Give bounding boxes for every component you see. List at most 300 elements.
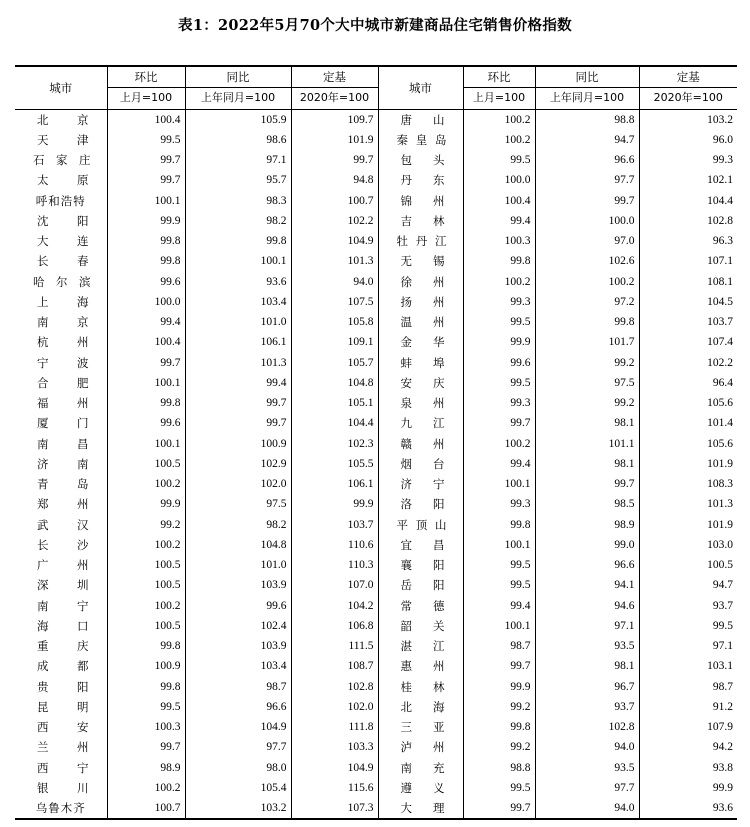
yoy-value-left: 97.1 [185, 150, 291, 170]
yoy-value-right: 98.1 [535, 656, 639, 676]
yoy-value-left: 99.7 [185, 393, 291, 413]
city-cell-right [378, 251, 463, 271]
mom-value-left: 99.8 [107, 677, 185, 697]
city-char: 平 [396, 517, 408, 532]
city-char: 唐 [400, 112, 412, 127]
city-char: 波 [77, 355, 89, 370]
yoy-value-left: 95.7 [185, 170, 291, 190]
base-value-right: 103.1 [639, 656, 737, 676]
yoy-value-left: 98.2 [185, 515, 291, 535]
city-char: 尔 [56, 274, 68, 289]
city-name [37, 515, 89, 535]
city-cell-right [378, 332, 463, 352]
city-char: 州 [77, 740, 89, 755]
city-char: 湛 [400, 639, 412, 654]
mom-value-right: 98.7 [463, 636, 535, 656]
yoy-value-left: 103.9 [185, 575, 291, 595]
base-value-right: 103.2 [639, 109, 737, 130]
city-cell-right [378, 434, 463, 454]
table-row [15, 616, 737, 636]
base-value-right: 105.6 [639, 393, 737, 413]
city-char: 大 [400, 801, 412, 816]
yoy-value-left: 105.4 [185, 778, 291, 798]
base-value-right: 107.4 [639, 332, 737, 352]
yoy-value-right: 97.7 [535, 170, 639, 190]
city-char: 州 [433, 396, 445, 411]
base-value-right: 93.6 [639, 798, 737, 819]
mom-value-right: 99.4 [463, 454, 535, 474]
city-cell-right [378, 130, 463, 150]
city-char: 惠 [400, 659, 412, 674]
city-cell-left [15, 393, 107, 413]
city-char: 南 [400, 760, 412, 775]
city-cell-right [378, 575, 463, 595]
yoy-value-left: 102.9 [185, 454, 291, 474]
yoy-value-right: 94.1 [535, 575, 639, 595]
city-cell-left [15, 535, 107, 555]
city-name: 乌鲁木齐 [35, 801, 86, 816]
city-name [401, 292, 445, 312]
city-char: 都 [77, 659, 89, 674]
city-name [401, 413, 445, 433]
mom-value-left: 100.4 [107, 109, 185, 130]
mom-value-left: 99.2 [107, 515, 185, 535]
city-name [397, 130, 447, 150]
city-char: 安 [400, 375, 412, 390]
table-row [15, 555, 737, 575]
city-cell-right [378, 231, 463, 251]
city-cell-left [15, 312, 107, 332]
base-value-left: 107.5 [291, 292, 378, 312]
mom-value-right: 99.5 [463, 575, 535, 595]
city-name [33, 272, 91, 292]
city-char: 充 [433, 760, 445, 775]
yoy-value-left: 101.0 [185, 312, 291, 332]
mom-value-left: 99.7 [107, 353, 185, 373]
yoy-value-right: 98.5 [535, 494, 639, 514]
mom-value-right: 99.9 [463, 677, 535, 697]
city-name [401, 272, 445, 292]
table-row [15, 109, 737, 130]
city-char: 海 [77, 294, 89, 309]
base-value-left: 110.3 [291, 555, 378, 575]
city-char: 扬 [400, 294, 412, 309]
city-cell-right [378, 150, 463, 170]
city-char: 沙 [77, 537, 89, 552]
mom-value-left: 100.0 [107, 292, 185, 312]
city-cell-left [15, 170, 107, 190]
city-char: 宜 [400, 537, 412, 552]
city-name [37, 353, 89, 373]
mom-value-left: 99.9 [107, 211, 185, 231]
yoy-value-right: 96.6 [535, 150, 639, 170]
mom-value-left: 100.2 [107, 474, 185, 494]
city-char: 州 [433, 436, 445, 451]
yoy-value-right: 98.1 [535, 454, 639, 474]
header-mom-left: 环比 [107, 66, 185, 88]
mom-value-right: 99.2 [463, 737, 535, 757]
yoy-value-right: 94.0 [535, 737, 639, 757]
city-name: 呼和浩特 [35, 193, 86, 208]
mom-value-right: 99.3 [463, 292, 535, 312]
base-value-left: 99.7 [291, 150, 378, 170]
city-name [401, 474, 445, 494]
base-value-left: 102.3 [291, 434, 378, 454]
mom-value-left: 99.8 [107, 393, 185, 413]
yoy-value-right: 99.2 [535, 353, 639, 373]
base-value-right: 101.9 [639, 454, 737, 474]
city-char: 成 [37, 659, 49, 674]
city-name [401, 616, 445, 636]
table-row [15, 535, 737, 555]
city-name [401, 778, 445, 798]
mom-value-left: 99.5 [107, 697, 185, 717]
yoy-value-right: 98.8 [535, 109, 639, 130]
city-char: 北 [400, 699, 412, 714]
city-cell-left [15, 292, 107, 312]
mom-value-right: 99.2 [463, 697, 535, 717]
city-char: 桂 [400, 679, 412, 694]
city-name [401, 535, 445, 555]
city-char: 埠 [433, 355, 445, 370]
city-cell-left [15, 150, 107, 170]
table-row [15, 332, 737, 352]
city-name [37, 494, 89, 514]
city-char: 州 [77, 335, 89, 350]
yoy-value-left: 102.0 [185, 474, 291, 494]
city-cell-left [15, 494, 107, 514]
city-name [401, 170, 445, 190]
city-cell-right [378, 515, 463, 535]
yoy-value-left: 103.4 [185, 656, 291, 676]
city-char: 东 [433, 173, 445, 188]
city-char: 秦 [396, 132, 408, 147]
city-char: 合 [37, 375, 49, 390]
city-cell-right [378, 413, 463, 433]
city-char: 岛 [435, 132, 447, 147]
yoy-value-right: 97.0 [535, 231, 639, 251]
base-value-left: 103.7 [291, 515, 378, 535]
mom-value-right: 99.8 [463, 251, 535, 271]
base-value-right: 96.0 [639, 130, 737, 150]
table-row [15, 778, 737, 798]
mom-value-left: 99.7 [107, 170, 185, 190]
mom-value-left: 99.8 [107, 251, 185, 271]
mom-value-right: 99.4 [463, 596, 535, 616]
city-name [37, 170, 89, 190]
mom-value-right: 99.7 [463, 798, 535, 819]
city-char: 顶 [415, 517, 428, 532]
city-cell-left [15, 130, 107, 150]
yoy-value-right: 101.1 [535, 434, 639, 454]
city-char: 九 [400, 416, 412, 431]
city-name [401, 555, 445, 575]
city-char: 杭 [37, 335, 49, 350]
base-value-left: 101.3 [291, 251, 378, 271]
base-value-right: 96.4 [639, 373, 737, 393]
yoy-value-right: 94.0 [535, 798, 639, 819]
yoy-value-left: 104.9 [185, 717, 291, 737]
city-char: 州 [77, 558, 89, 573]
city-char: 岳 [400, 578, 412, 593]
city-name [37, 373, 89, 393]
city-name [37, 596, 89, 616]
mom-value-left: 99.6 [107, 413, 185, 433]
base-value-right: 94.7 [639, 575, 737, 595]
city-char: 口 [77, 618, 89, 633]
mom-value-left: 100.2 [107, 778, 185, 798]
header-city-right: 城市 [378, 66, 463, 109]
city-cell-left [15, 332, 107, 352]
city-cell-right [378, 535, 463, 555]
city-name [401, 697, 445, 717]
base-value-left: 104.4 [291, 413, 378, 433]
city-cell-right [378, 616, 463, 636]
city-cell-left [15, 656, 107, 676]
mom-value-right: 99.5 [463, 778, 535, 798]
yoy-value-left: 103.9 [185, 636, 291, 656]
city-char: 丹 [400, 173, 412, 188]
city-name [37, 555, 89, 575]
table-row [15, 656, 737, 676]
table-row [15, 454, 737, 474]
city-char: 州 [433, 659, 445, 674]
city-name [401, 373, 445, 393]
yoy-value-left: 98.2 [185, 211, 291, 231]
mom-value-left: 100.5 [107, 616, 185, 636]
base-value-right: 104.5 [639, 292, 737, 312]
header-yoy-sub-left: 上年同月=100 [185, 88, 291, 109]
yoy-value-right: 93.7 [535, 697, 639, 717]
city-char: 锡 [433, 254, 445, 269]
city-char: 锦 [400, 193, 412, 208]
city-name [401, 656, 445, 676]
city-cell-left [15, 231, 107, 251]
city-cell-right [378, 677, 463, 697]
base-value-right: 101.3 [639, 494, 737, 514]
city-name [37, 332, 89, 352]
city-char: 重 [37, 639, 49, 654]
mom-value-left: 99.5 [107, 130, 185, 150]
city-char: 林 [433, 679, 445, 694]
base-value-left: 106.8 [291, 616, 378, 636]
city-char: 江 [433, 639, 445, 654]
mom-value-right: 99.5 [463, 555, 535, 575]
mom-value-right: 100.1 [463, 616, 535, 636]
table-row [15, 353, 737, 373]
mom-value-left: 100.5 [107, 454, 185, 474]
city-name [401, 677, 445, 697]
city-cell-left [15, 211, 107, 231]
city-cell-right [378, 555, 463, 575]
table-header [15, 66, 737, 109]
yoy-value-left: 101.3 [185, 353, 291, 373]
mom-value-right: 99.4 [463, 211, 535, 231]
city-name [37, 292, 89, 312]
city-cell-left [15, 555, 107, 575]
city-name [401, 596, 445, 616]
city-name [33, 150, 91, 170]
yoy-value-left: 100.9 [185, 434, 291, 454]
yoy-value-right: 93.5 [535, 636, 639, 656]
city-cell-left [15, 251, 107, 271]
city-cell-left [15, 717, 107, 737]
city-name [397, 515, 447, 535]
table-row [15, 697, 737, 717]
header-yoy-right: 同比 [535, 66, 639, 88]
city-char: 包 [400, 153, 412, 168]
city-cell-left [15, 798, 107, 819]
mom-value-right: 100.2 [463, 109, 535, 130]
mom-value-right: 99.6 [463, 353, 535, 373]
yoy-value-right: 102.6 [535, 251, 639, 271]
table-row [15, 717, 737, 737]
yoy-value-left: 98.7 [185, 677, 291, 697]
city-char: 阳 [77, 213, 89, 228]
yoy-value-left: 103.2 [185, 798, 291, 819]
header-base-sub-left: 2020年=100 [291, 88, 378, 109]
city-cell-left [15, 474, 107, 494]
yoy-value-right: 100.0 [535, 211, 639, 231]
yoy-value-right: 100.2 [535, 272, 639, 292]
city-char: 银 [37, 780, 49, 795]
city-char: 武 [37, 517, 49, 532]
city-char: 关 [433, 618, 445, 633]
mom-value-left: 100.5 [107, 575, 185, 595]
city-char: 西 [37, 720, 49, 735]
yoy-value-right: 96.6 [535, 555, 639, 575]
base-value-right: 93.8 [639, 758, 737, 778]
yoy-value-left: 99.4 [185, 373, 291, 393]
mom-value-right: 100.3 [463, 231, 535, 251]
header-yoy-sub-right: 上年同月=100 [535, 88, 639, 109]
mom-value-right: 99.7 [463, 656, 535, 676]
yoy-value-left: 105.9 [185, 109, 291, 130]
yoy-value-right: 93.5 [535, 758, 639, 778]
city-char: 大 [37, 234, 49, 249]
yoy-value-right: 101.7 [535, 332, 639, 352]
city-char: 吉 [400, 213, 412, 228]
city-cell-right [378, 292, 463, 312]
city-char: 金 [400, 335, 412, 350]
city-char: 明 [77, 699, 89, 714]
city-cell-right [378, 636, 463, 656]
city-cell-right [378, 474, 463, 494]
city-name [401, 393, 445, 413]
city-char: 南 [37, 436, 49, 451]
city-char: 哈 [33, 274, 45, 289]
city-char: 温 [400, 315, 412, 330]
table-row [15, 191, 737, 211]
city-cell-left [15, 636, 107, 656]
base-value-right: 103.7 [639, 312, 737, 332]
base-value-right: 99.5 [639, 616, 737, 636]
table-row [15, 413, 737, 433]
city-char: 庄 [79, 153, 91, 168]
yoy-value-right: 99.8 [535, 312, 639, 332]
city-name [401, 575, 445, 595]
city-char: 襄 [400, 558, 412, 573]
table-row [15, 677, 737, 697]
city-cell-left [15, 677, 107, 697]
base-value-right: 108.3 [639, 474, 737, 494]
table-row [15, 636, 737, 656]
yoy-value-left: 104.8 [185, 535, 291, 555]
city-char: 蚌 [400, 355, 412, 370]
yoy-value-right: 97.2 [535, 292, 639, 312]
city-char: 京 [77, 112, 89, 127]
city-name [401, 353, 445, 373]
mom-value-left: 100.1 [107, 373, 185, 393]
city-char: 江 [433, 416, 445, 431]
city-name [37, 656, 89, 676]
city-name [401, 332, 445, 352]
mom-value-left: 100.2 [107, 596, 185, 616]
city-char: 海 [37, 618, 49, 633]
yoy-value-right: 97.7 [535, 778, 639, 798]
base-value-left: 101.9 [291, 130, 378, 150]
city-char: 家 [56, 153, 68, 168]
base-value-right: 99.3 [639, 150, 737, 170]
yoy-value-left: 96.6 [185, 697, 291, 717]
city-name [397, 231, 447, 251]
city-name [37, 251, 89, 271]
table-row [15, 575, 737, 595]
city-cell-right [378, 353, 463, 373]
city-char: 长 [37, 537, 49, 552]
city-char: 汉 [77, 517, 89, 532]
city-char: 济 [400, 477, 412, 492]
mom-value-right: 98.8 [463, 758, 535, 778]
base-value-right: 94.2 [639, 737, 737, 757]
header-mom-sub-right: 上月=100 [463, 88, 535, 109]
city-char: 京 [77, 315, 89, 330]
city-char: 烟 [400, 456, 412, 471]
city-char: 无 [400, 254, 412, 269]
city-name [401, 798, 445, 818]
city-cell-left [15, 737, 107, 757]
base-value-left: 100.7 [291, 191, 378, 211]
table-row [15, 231, 737, 251]
yoy-value-right: 98.9 [535, 515, 639, 535]
table-row [15, 292, 737, 312]
city-name [401, 312, 445, 332]
city-char: 福 [37, 396, 49, 411]
city-cell-left [15, 373, 107, 393]
yoy-value-left: 100.1 [185, 251, 291, 271]
city-cell-left [15, 596, 107, 616]
city-char: 州 [433, 294, 445, 309]
yoy-value-right: 96.7 [535, 677, 639, 697]
yoy-value-right: 99.2 [535, 393, 639, 413]
city-cell-right [378, 697, 463, 717]
base-value-right: 102.8 [639, 211, 737, 231]
table-row [15, 170, 737, 190]
city-name [401, 211, 445, 231]
base-value-left: 110.6 [291, 535, 378, 555]
mom-value-left: 99.7 [107, 737, 185, 757]
mom-value-right: 99.5 [463, 373, 535, 393]
city-char: 州 [433, 274, 445, 289]
city-cell-left [15, 515, 107, 535]
city-char: 春 [77, 254, 89, 269]
header-city-left: 城市 [15, 66, 107, 109]
city-cell-right [378, 656, 463, 676]
base-value-right: 98.7 [639, 677, 737, 697]
yoy-value-right: 94.7 [535, 130, 639, 150]
city-char: 南 [37, 598, 49, 613]
table-row [15, 737, 737, 757]
